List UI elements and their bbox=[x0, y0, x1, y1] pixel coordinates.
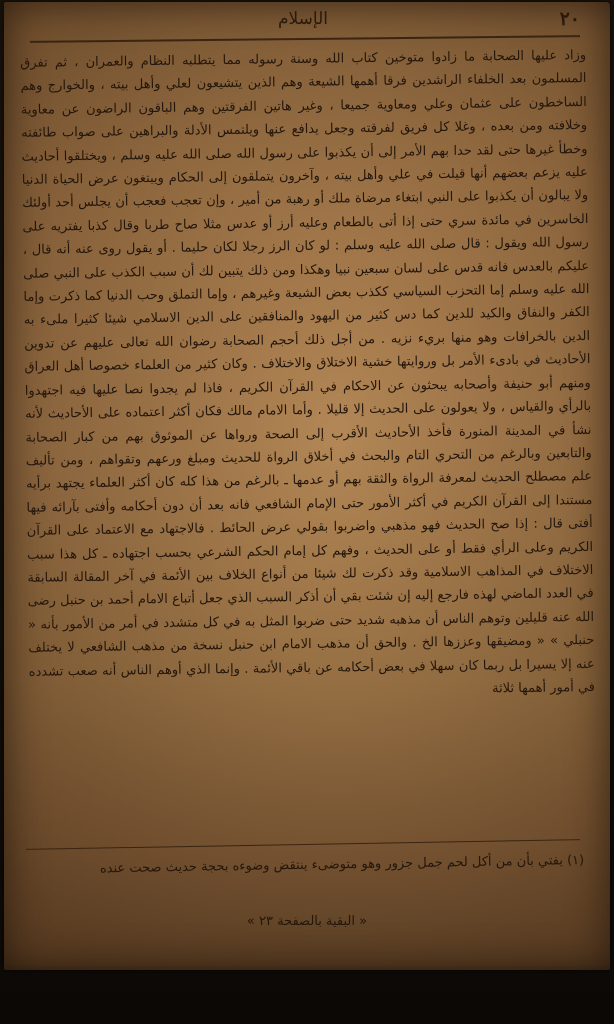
page-shadow bbox=[0, 964, 614, 1024]
running-title: الإسلام bbox=[278, 9, 328, 29]
header-rule bbox=[30, 35, 580, 43]
page-number: ٢٠ bbox=[559, 8, 580, 30]
page-header bbox=[24, 8, 582, 34]
continuation-note: « البقية بالصفحة ٢٣ » bbox=[246, 914, 368, 929]
book-page bbox=[4, 2, 610, 970]
footnote: (١) يفتي بأن من أكل لحم جمل جزور وهو متوضىء ينتقض وضوءه بحجة حديث صحت عنده bbox=[99, 852, 585, 877]
body-paragraph: وزاد عليها الصحابة ما زادوا متوخين كتاب الله وسنة رسوله مما يتطلبه النظام والعمران ، ثم تفرق المسلمون بعد الخلفاء الراشدين فرقا أهمها الشيعة وهم الذين يتشيعون لعلي وأهل بيته ، والخوارج وهم الساخطون على عثمان وعلي ومعاوية جميعا ، وغير هاتين الفرقتين وهم الباقون الراضون عن معاوية وخلافته ومن بعده ، وغلا كل فريق لفرقته وجعل يدافع عنها ويلتمس الأدلة والبراهين على صواب طائفته وخطأ غيرها حتى لقد حدا بهم الأمر إلى أن يكذبوا على رسول الله صلى الله عليه وسلم ، ويختلقوا أحاديث عليه يزعم بعضهم أنها قيلت في علي وأهل بيته ، وآخرون يتملقون إلى الحكام ويبتغون عرض الحياة الدنيا ولا يبالون أن يكذبوا على النبي ابتغاء مرضاة ملك أو رهبة من أمير ، وإن تعجب فعجب أن يجلس أحد أولئك الخاسرين في مائدة سري حتى إذا أتى بالطعام وعليه أرز أو عدس مثلا صاح طربا وقال كذبا يفتريه على رسول الله ويقول : قال صلى الله عليه وسلم : لو كان الرز رجلا لكان حليما . أو يقول روى عنه أنه قال ، عليكم بالعدس فانه قدس على لسان سبعين نبيا وهكذا ومن ذلك يتبين لك أن سبب الكذب على النبي صلى الله عليه وسلم إما التحزب السياسي ككذب بعض الشيعة وغيرهم ، وإما التملق وحب الدنيا كما ذكرت وإما الكفر والنفاق والكيد للدين كما دس كثير من اليهود والمنافقين على الدين الاسلامي شيئا كثيرا ملىء به الدين بالخرافات وهو منها بريء نزيه . من أجل ذلك أحجم الصحابة رضوان الله تعالى عليهم عن تدوين الأحاديث في بادىء الأمر بل وروايتها خشية الاختلاق والاختلاف . وكان كثير من العلماء خصوصا أهل العراق ومنهم أبو حنيفة وأصحابه يبحثون عن الاحكام في القرآن الكريم ، فاذا لم يجدوا نصا عليها فيه اجتهدوا بالرأي والقياس ، ولا يعولون على الحديث إلا قليلا . وأما الامام مالك فكان أكثر اعتماده على الأحاديث لأنه نشأ في المدينة المنورة فأخذ الأحاديث الأقرب إلى الصحة ورواها عن الموثوق بهم من كبار الصحابة والتابعين وبالرغم من التحري التام والبحث في أخلاق الرواة للحديث ومبلغ ورعهم وتقواهم ، ومن تأليف علم مصطلح الحديث لمعرفة الرواة والثقة بهم أو عدمها ـ بالرغم من هذا كله كان أكثر العلماء يجتهد برأيه مستندا إلى القرآن الكريم في أكثر الأمور حتى الإمام الشافعي فانه بعد أن دون أحكامه وأفتى بآرائه فيها أفتى قال : إذا صح الحديث فهو مذهبي واضربوا بقولي عرض الحائط . فالاجتهاد مع الاعتماد على القرآن الكريم وعلى الرأي فقط أو على الحديث ، وفهم كل إمام الحكم الشرعي بحسب اجتهاده ـ كل هذا سبب الاختلاف في المذاهب الاسلامية وقد ذكرت لك شيئا من أنواع الخلاف بين الأئمة في آخر المقالة السابقة في العدد الماضي لهذه فارجع إليه إن شئت بقي أن أذكر السبب الذي جعل أتباع الامام أحمد بن حنبل رضى الله عنه قليلين وتوهم الناس أن مذهبه شديد حتى ضربوا المثل به في كل متشدد في أمر من الأمور بأنه « حنبلي » « ومضيقها وعززها الخ . والحق أن مذهب الامام ابن حنبل نسخة من مذهب الشافعي لا يختلف عنه إلا يسيرا بل ربما كان سهلا في بعض أحكامه عن باقي الأئمة . وإنما الذي أوهم الناس أنه صعب تشدده في أمور أهمها ثلاثة bbox=[20, 47, 596, 697]
article-body bbox=[20, 44, 598, 932]
